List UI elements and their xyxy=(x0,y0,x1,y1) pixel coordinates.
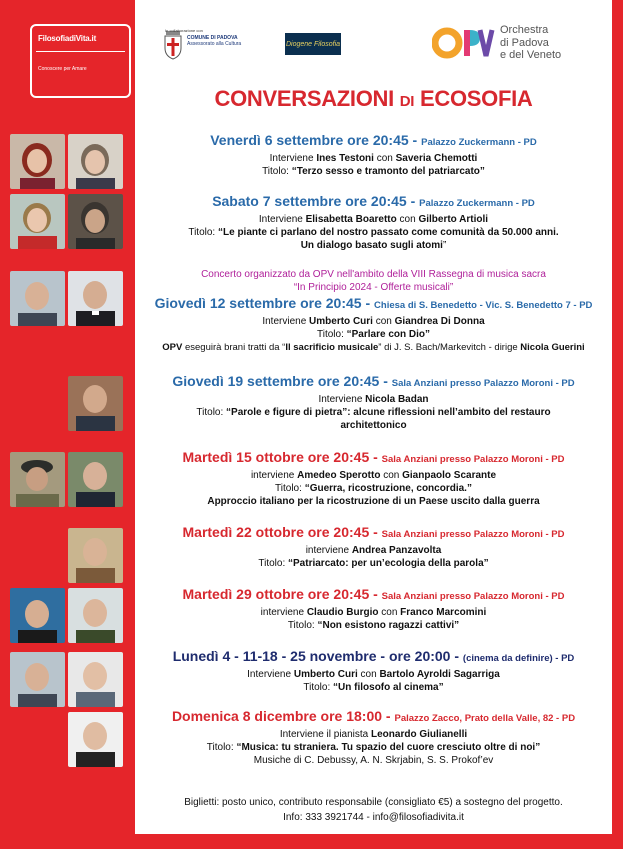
logo-tagline: Conoscere per Amare xyxy=(38,66,87,72)
portrait-umberto-curi-2 xyxy=(10,652,65,707)
event-7 xyxy=(135,585,612,632)
event-1-date-line xyxy=(135,131,612,152)
event-2-title-line2: Un dialogo basato sugli atomi xyxy=(300,240,443,251)
event-4-venue: Sala Anziani presso Palazzo Moroni - PD xyxy=(391,378,575,389)
event-3-title-label: Titolo: xyxy=(316,329,344,340)
portrait-gianpaolo-scarante xyxy=(68,452,123,507)
event-9-venue: Palazzo Zacco, Prato della Valle, 82 - PD xyxy=(394,713,576,724)
event-3-opv: OPV xyxy=(162,342,183,353)
event-3-title xyxy=(135,328,612,341)
event-7-date: Martedì 29 ottobre ore 20:45 - xyxy=(182,586,378,602)
portrait-elisabetta-boaretto xyxy=(10,194,65,249)
event-8-date-line xyxy=(135,647,612,668)
event-3-concert-1: Concerto organizzato da OPV nell'ambito della VIII Rassegna di musica sacra xyxy=(201,269,546,280)
event-9-intro: Interviene il pianista xyxy=(279,729,369,740)
diogene-badge: Diogene Filosofia xyxy=(285,33,341,55)
footer xyxy=(135,795,612,825)
right-red-strip xyxy=(612,0,623,849)
event-3-opv-line xyxy=(135,341,612,354)
event-3-con: con xyxy=(375,316,392,327)
event-5 xyxy=(135,448,612,508)
event-3-opv-work: Il sacrificio musicale xyxy=(285,342,379,353)
event-3-opv-text1: eseguirà brani tratti da “ xyxy=(184,342,286,353)
event-6-venue: Sala Anziani presso Palazzo Moroni - PD xyxy=(381,529,565,540)
event-2-title-line1: “Le piante ci parlano del nostro passato come comunità da 50.000 anni. xyxy=(218,227,559,238)
event-3-speaker1: Umberto Curi xyxy=(309,316,373,327)
event-8-intro: Interviene xyxy=(247,669,292,680)
event-2-speakers xyxy=(135,213,612,226)
event-2-venue: Palazzo Zuckermann - PD xyxy=(419,198,535,209)
event-7-venue: Sala Anziani presso Palazzo Moroni - PD xyxy=(381,591,565,602)
opv-line3: e del Veneto xyxy=(500,49,562,62)
event-1-title-text: “Terzo sesso e tramonto del patriarcato” xyxy=(291,166,485,177)
event-7-speaker2: Franco Marcomini xyxy=(400,607,487,618)
event-8-title-text: “Un filosofo al cinema” xyxy=(333,682,444,693)
event-1-speaker1: Ines Testoni xyxy=(316,153,374,164)
title-part1: CONVERSAZIONI xyxy=(214,86,394,111)
event-9-title xyxy=(135,741,612,754)
event-3-date-line xyxy=(135,294,612,315)
portrait-gilberto-artioli xyxy=(68,194,123,249)
event-8-speaker1: Umberto Curi xyxy=(293,669,358,680)
event-4-date-line xyxy=(135,372,612,393)
event-8-speaker2: Bartolo Ayroldi Sagarriga xyxy=(379,669,500,680)
event-5-title-label: Titolo: xyxy=(275,483,302,494)
event-1-date: Venerdì 6 settembre ore 20:45 - xyxy=(210,132,418,148)
event-4-title-2 xyxy=(135,419,612,432)
event-2-title xyxy=(135,226,612,239)
event-5-venue: Sala Anziani presso Palazzo Moroni - PD xyxy=(381,454,565,465)
portrait-nicola-badan xyxy=(68,376,123,431)
event-6 xyxy=(135,523,612,570)
event-5-speaker2: Gianpaolo Scarante xyxy=(402,470,497,481)
event-1-intro: Interviene xyxy=(269,153,314,164)
event-7-con: con xyxy=(381,607,398,618)
event-9 xyxy=(135,707,612,767)
event-2-speaker2: Gilberto Artioli xyxy=(418,214,489,225)
padova-coat-of-arms-icon xyxy=(162,30,184,60)
event-6-title-label: Titolo: xyxy=(258,558,286,569)
event-4-title-rest: : alcune riflessioni nell’ambito del restauro xyxy=(347,407,551,418)
event-2-date-line xyxy=(135,192,612,213)
footer-tickets: Biglietti: posto unico, contributo responsabile (consigliato €5) a sostegno del progetto. xyxy=(184,797,563,808)
event-7-intro: interviene xyxy=(260,607,305,618)
event-5-speaker1: Amedeo Sperotto xyxy=(297,470,381,481)
opv-line2: di Padova xyxy=(500,36,549,49)
event-5-title-text: “Guerra, ricostruzione, concordia.” xyxy=(304,483,472,494)
title-part2: ECOSOFIA xyxy=(419,86,533,111)
event-5-intro: interviene xyxy=(250,470,295,481)
logo-title: FilosofiadiVita.it xyxy=(38,34,97,43)
event-1-title-label: Titolo: xyxy=(262,166,289,177)
event-9-date: Domenica 8 dicembre ore 18:00 - xyxy=(171,708,391,724)
event-5-con: con xyxy=(383,470,400,481)
event-8-con: con xyxy=(360,669,377,680)
filosofiadivita-logo xyxy=(30,24,131,98)
portrait-umberto-curi xyxy=(10,271,65,326)
event-5-title-2 xyxy=(135,495,612,508)
event-7-speaker1: Claudio Burgio xyxy=(306,607,379,618)
event-1-speaker2: Saveria Chemotti xyxy=(395,153,478,164)
portrait-franco-marcomini xyxy=(68,588,123,643)
event-4-speaker1: Nicola Badan xyxy=(365,394,429,405)
event-4-title xyxy=(135,406,612,419)
event-8 xyxy=(135,647,612,694)
event-9-title-label: Titolo: xyxy=(206,742,234,753)
event-1-title xyxy=(135,165,612,178)
event-2 xyxy=(135,192,612,252)
event-6-intro: interviene xyxy=(305,545,350,556)
portrait-leonardo-giulianelli xyxy=(68,712,123,767)
event-3-speakers xyxy=(135,315,612,328)
event-4-title-line2: architettonico xyxy=(340,420,407,431)
event-3-speaker2: Giandrea Di Donna xyxy=(394,316,485,327)
opv-line1: Orchestra xyxy=(500,24,549,36)
event-7-date-line xyxy=(135,585,612,606)
event-1-con: con xyxy=(376,153,393,164)
event-1 xyxy=(135,131,612,178)
event-5-date-line xyxy=(135,448,612,469)
event-6-date-line xyxy=(135,523,612,544)
opv-name xyxy=(500,24,561,62)
event-9-date-line xyxy=(135,707,612,728)
event-8-title xyxy=(135,681,612,694)
collab-text: In collaborazione con xyxy=(165,28,203,33)
event-4-intro: Interviene xyxy=(318,394,363,405)
portrait-claudio-burgio xyxy=(10,588,65,643)
footer-info: Info: 333 3921744 - info@filosofiadivita.it xyxy=(283,812,464,823)
event-2-title-label: Titolo: xyxy=(188,227,216,238)
event-5-title-line2: Approccio italiano per la ricostruzione di un Paese uscito dalla guerra xyxy=(207,496,540,507)
event-9-speakers xyxy=(135,728,612,741)
event-8-venue: (cinema da definire) - PD xyxy=(462,653,575,664)
page-title xyxy=(135,86,612,112)
event-3-date: Giovedì 12 settembre ore 20:45 - xyxy=(154,295,371,311)
event-6-title-text: “Patriarcato: per un’ecologia della parola” xyxy=(288,558,489,569)
event-9-music: Musiche di C. Debussy, A. N. Skrjabin, S. S. Prokof’ev xyxy=(253,755,494,766)
event-3-title-text: “Parlare con Dio” xyxy=(346,329,430,340)
event-1-venue: Palazzo Zuckermann - PD xyxy=(421,137,537,148)
event-7-title-label: Titolo: xyxy=(287,620,315,631)
event-6-speaker1: Andrea Panzavolta xyxy=(351,545,442,556)
comune-name: COMUNE DI PADOVA xyxy=(187,35,238,41)
event-5-speakers xyxy=(135,469,612,482)
event-2-date: Sabato 7 settembre ore 20:45 - xyxy=(212,193,416,209)
portrait-saveria-chemotti xyxy=(68,134,123,189)
event-5-title xyxy=(135,482,612,495)
portrait-andrea-panzavolta xyxy=(68,528,123,583)
event-3-opv-text2: ” di J. S. Bach/Markevitch - dirige xyxy=(378,342,518,353)
event-3 xyxy=(135,268,612,354)
event-8-date: Lunedì 4 - 11-18 - 25 novembre - ore 20:00 - xyxy=(172,648,460,664)
event-3-venue: Chiesa di S. Benedetto - Vic. S. Benedetto 7 - PD xyxy=(374,300,593,311)
event-3-concert-2: “In Principio 2024 - Offerte musicali” xyxy=(293,282,454,293)
event-4-title-label: Titolo: xyxy=(196,407,224,418)
portrait-ines-testoni xyxy=(10,134,65,189)
event-8-speakers xyxy=(135,668,612,681)
event-7-title xyxy=(135,619,612,632)
event-2-title-2: Un dialogo basato sugli atomi” xyxy=(300,240,447,251)
portrait-bartolo-ayroldi-sagarriga xyxy=(68,652,123,707)
event-2-speaker1: Elisabetta Boaretto xyxy=(305,214,397,225)
event-3-intro: Interviene xyxy=(262,316,307,327)
event-5-date: Martedì 15 ottobre ore 20:45 - xyxy=(182,449,378,465)
portrait-amedeo-sperotto xyxy=(10,452,65,507)
event-4-title-text: “Parole e figure di pietra” xyxy=(226,407,348,418)
logo-divider xyxy=(36,51,125,52)
event-1-speakers xyxy=(135,152,612,165)
comune-text xyxy=(187,36,241,48)
assessorato-name: Assessorato alla Cultura xyxy=(187,40,242,47)
portrait-giandrea-di-donna xyxy=(68,271,123,326)
bottom-red-strip xyxy=(0,834,623,849)
event-7-speakers xyxy=(135,606,612,619)
title-di: DI xyxy=(399,93,415,110)
event-2-intro: Interviene xyxy=(258,214,303,225)
event-3-opv-conductor: Nicola Guerini xyxy=(520,342,585,353)
event-4-speakers xyxy=(135,393,612,406)
event-9-speaker1: Leonardo Giulianelli xyxy=(371,729,468,740)
event-9-title-text: “Musica: tu straniera. Tu spazio del cuore cresciuto oltre di noi” xyxy=(236,742,541,753)
event-4-date: Giovedì 19 settembre ore 20:45 - xyxy=(172,373,388,389)
event-6-speakers xyxy=(135,544,612,557)
event-8-title-label: Titolo: xyxy=(303,682,331,693)
event-2-con: con xyxy=(399,214,416,225)
event-7-title-text: “Non esistono ragazzi cattivi” xyxy=(317,620,460,631)
event-4 xyxy=(135,372,612,432)
event-6-date: Martedì 22 ottobre ore 20:45 - xyxy=(182,524,378,540)
opv-logo-icon xyxy=(432,26,496,60)
event-6-title xyxy=(135,557,612,570)
